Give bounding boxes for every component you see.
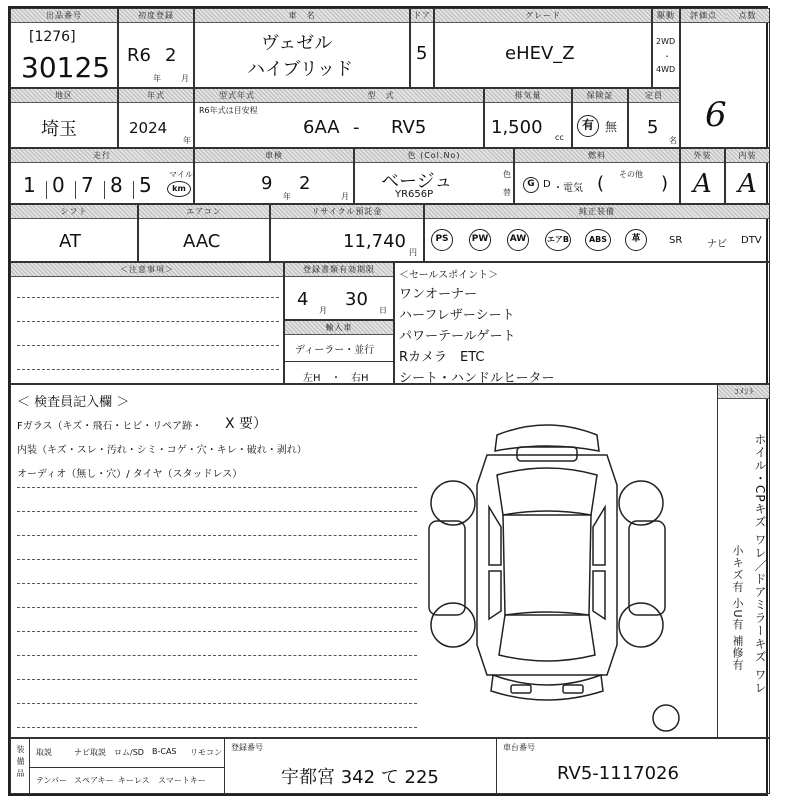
mileage-separator (133, 181, 134, 199)
fuel-other: その他 (619, 170, 643, 179)
fuel-diesel: D (543, 179, 551, 190)
sales-point-item: ワンオーナー (399, 287, 478, 302)
year-header: 年式 (119, 89, 193, 103)
year-value: 2024 (129, 119, 168, 137)
mileage-separator (46, 181, 47, 199)
lot-header: 出品番号 (11, 9, 117, 23)
inspection-month: 2 (299, 173, 311, 194)
inspector-line (17, 511, 417, 512)
acc-spare-key: スペアキー (74, 776, 114, 785)
inspector-line (17, 487, 417, 488)
car-name-line1: ヴェゼル (261, 33, 333, 54)
recycle-header: リサイクル預託金 (271, 205, 423, 219)
inspector-line (17, 703, 417, 704)
shift-header: シフト (11, 205, 137, 219)
drive-cell (652, 8, 680, 88)
shift-value: AT (59, 231, 81, 252)
import-header: 輸入車 (285, 321, 393, 335)
grade-cell (434, 8, 652, 88)
inspector-line (17, 679, 417, 680)
year-cell (118, 88, 194, 148)
inspector-title: ＜ 検査員記入欄 ＞ (17, 395, 130, 410)
mileage-separator (75, 181, 76, 199)
mileage-digit: 7 (81, 173, 94, 197)
mileage-header: 走行 (11, 149, 193, 163)
color-label-top: 色 (503, 170, 511, 179)
small-circle-mark (651, 703, 681, 733)
mileage-unit-miles: マイル (169, 170, 193, 179)
inspector-note-audio: オーディオ（無し・穴）/ タイヤ（スタッドレス） (17, 469, 243, 480)
sales-point-item: Rカメラ ETC (399, 350, 485, 365)
color-cell (354, 148, 514, 204)
doors-cell (410, 8, 434, 88)
equipment-sr: SR (669, 235, 683, 246)
dealer-parallel: ディーラー・並行 (295, 345, 375, 356)
region-header: 地区 (11, 89, 117, 103)
equipment-pw: PW (469, 229, 491, 251)
grade-header: グレード (435, 9, 651, 23)
car-diagram (427, 415, 667, 715)
notes-line (17, 297, 279, 298)
recycle-value: 11,740 (343, 231, 406, 252)
car-name-cell (194, 8, 410, 88)
equipment-dtv: DTV (741, 235, 762, 246)
exterior-cell (680, 148, 725, 204)
equipment-aw: AW (507, 229, 529, 251)
doors-value: 5 (416, 43, 428, 64)
lot-cell (10, 8, 118, 88)
sales-points-title: ＜セールスポイント＞ (399, 270, 499, 281)
interior-cell (725, 148, 770, 204)
mileage-unit-km: km (167, 181, 191, 197)
import-cell (284, 320, 394, 384)
model-prefix: 6AA (303, 117, 340, 138)
model-dash: - (353, 117, 360, 138)
acc-bcas: B-CAS (152, 747, 177, 756)
mileage-separator (104, 181, 105, 199)
year-unit: 年 (183, 136, 191, 145)
plate-cell (225, 739, 497, 794)
equipment-cell (424, 204, 770, 262)
fuel-header: 燃料 (515, 149, 679, 163)
capacity-cell (628, 88, 680, 148)
chassis-header: 車台番号 (503, 743, 535, 752)
mileage-digit: 1 (23, 173, 36, 197)
model-year-header: 型式年式 (195, 89, 279, 103)
inspection-month-unit: 月 (341, 192, 349, 201)
deadline-day-unit: 日 (379, 306, 387, 315)
inspector-line (17, 559, 417, 560)
grade-value: eHEV_Z (505, 43, 575, 64)
mileage-cell (10, 148, 194, 204)
equipment-leather: 革 (625, 229, 647, 251)
inspector-area (10, 384, 770, 738)
chassis-cell (497, 739, 770, 794)
acc-navi-manual: ナビ取説 (74, 748, 106, 757)
evaluation-header: 評価点 (681, 9, 726, 23)
fuel-electric: ・電気 (553, 183, 583, 194)
car-name-line2: ハイブリッド (247, 59, 354, 80)
sales-point-item: ハーフレザーシート (399, 308, 515, 323)
shift-cell (10, 204, 138, 262)
inspector-note-interior: 内装（キズ・スレ・汚れ・シミ・コゲ・穴・キレ・破れ・剥れ） (17, 445, 307, 456)
first-reg-tsuki: 月 (181, 74, 189, 83)
acc-remote: リモコン (190, 748, 222, 757)
drive-4wd: 4WD (656, 65, 676, 74)
interior-header: 内装 (726, 149, 769, 163)
accessories-label: 装備品 (16, 745, 25, 781)
comment-text-col1: ホイル・CPキズ ワレ／ドアミラーキズ ワレ (753, 433, 767, 695)
exterior-header: 外装 (681, 149, 724, 163)
auction-sheet (8, 6, 768, 796)
notes-line (17, 369, 279, 370)
model-code: RV5 (391, 117, 427, 138)
accessories-grid (29, 739, 225, 794)
inspector-line (17, 607, 417, 608)
notes-header: ＜注意事項＞ (11, 263, 283, 277)
plate-number: 宇都宮 342 て 225 (281, 767, 439, 788)
plate-header: 登録番号 (231, 743, 263, 752)
equipment-navi: ナビ (707, 239, 727, 250)
model-cell (194, 88, 484, 148)
inspector-note-glass-mark: X 要） (225, 416, 268, 432)
points-header: 点数 (726, 9, 769, 23)
equipment-airbag: エアB (545, 229, 571, 251)
deadline-month-unit: 月 (319, 306, 327, 315)
aircon-value: AAC (183, 231, 221, 252)
comment-box (717, 385, 770, 738)
sales-points-cell (394, 262, 770, 384)
capacity-unit: 名 (669, 136, 677, 145)
doors-header: ドア (411, 9, 433, 23)
region-cell (10, 88, 118, 148)
import-divider (285, 361, 393, 362)
displacement-unit: cc (555, 133, 564, 142)
deadline-header: 登録書類有効期限 (285, 263, 393, 277)
first-reg-header: 初度登録 (119, 9, 193, 23)
lot-bracket: [1276] (29, 29, 76, 45)
notes-line (17, 321, 279, 322)
vehicle-inspection-cell (194, 148, 354, 204)
fuel-cell (514, 148, 680, 204)
mileage-digit: 8 (110, 173, 123, 197)
acc-rom-sd: ロム/SD (114, 748, 144, 757)
inspector-line (17, 583, 417, 584)
color-code: YR656P (395, 189, 434, 200)
equipment-abs: ABS (585, 229, 611, 251)
evaluation-cell (680, 8, 770, 148)
inspector-note-glass: Fガラス（キズ・飛石・ヒビ・リペア跡・ (17, 421, 203, 432)
lot-number: 30125 (21, 51, 111, 84)
first-reg-month: 2 (165, 45, 177, 66)
mileage-digit: 0 (52, 173, 65, 197)
inspector-line (17, 655, 417, 656)
capacity-header: 定員 (629, 89, 679, 103)
mileage-digit: 5 (139, 173, 152, 197)
acc-temper: テンパー (36, 776, 68, 785)
displacement-value: 1,500 (491, 117, 543, 138)
notes-cell (10, 262, 284, 384)
displacement-header: 排気量 (485, 89, 571, 103)
inspection-year: 9 (261, 173, 273, 194)
exterior-grade: A (693, 169, 712, 199)
inspector-line (17, 535, 417, 536)
year-note: R6年式は目安程 (199, 106, 258, 115)
equipment-ps: PS (431, 229, 453, 251)
vehicle-inspection-header: 車検 (195, 149, 353, 163)
drive-2wd: 2WD (656, 37, 676, 46)
inspection-record-yes: 有 (577, 115, 599, 137)
inspection-record-no: 無 (605, 120, 618, 134)
deadline-cell (284, 262, 394, 320)
deadline-day: 30 (345, 289, 368, 310)
drive-header: 駆動 (653, 9, 679, 23)
comment-header: ｺﾒﾝﾄ (718, 385, 770, 399)
equipment-header: 純正装備 (425, 205, 769, 219)
fuel-paren-close: ) (661, 173, 669, 194)
type-header: 型 式 (279, 89, 483, 103)
recycle-cell (270, 204, 424, 262)
chassis-number: RV5-1117026 (557, 763, 679, 784)
comment-text-col2: 小キズ有 小U有 補修有 (731, 545, 744, 672)
acc-smart-key: スマートキー (158, 776, 206, 785)
inspector-line (17, 727, 417, 728)
color-name: ベージュ (381, 171, 453, 192)
fuel-paren-open: ( (597, 173, 605, 194)
inspection-record-cell (572, 88, 628, 148)
handle-left: 左H (303, 373, 321, 384)
inspection-year-unit: 年 (283, 192, 291, 201)
color-label-bottom: 替 (503, 188, 511, 197)
bottom-row (10, 738, 770, 794)
car-name-header: 車 名 (195, 9, 409, 23)
color-header: 色 (Col.No) (355, 149, 513, 163)
sales-point-item: シート・ハンドルヒーター (399, 371, 555, 384)
handle-right: 右H (351, 373, 369, 384)
acc-keyless: キーレス (118, 776, 150, 785)
accessories-divider (30, 767, 224, 768)
inspector-line (17, 631, 417, 632)
interior-grade: A (738, 169, 757, 199)
first-reg-nen: 年 (153, 74, 161, 83)
notes-line (17, 345, 279, 346)
recycle-unit: 円 (409, 248, 417, 257)
fuel-gasoline: G (523, 177, 539, 193)
aircon-cell (138, 204, 270, 262)
aircon-header: エアコン (139, 205, 269, 219)
first-registration-cell (118, 8, 194, 88)
drive-sep: ・ (663, 52, 671, 61)
displacement-cell (484, 88, 572, 148)
acc-manual: 取説 (36, 748, 52, 757)
inspection-record-header: 保険証 (573, 89, 627, 103)
deadline-month: 4 (297, 289, 309, 310)
evaluation-score: 6 (705, 95, 727, 135)
sales-point-item: パワーテールゲート (399, 329, 516, 344)
handle-sep: ・ (331, 373, 341, 384)
region-value: 埼玉 (41, 119, 77, 140)
capacity-value: 5 (647, 117, 659, 138)
first-reg-era: R6 (127, 45, 151, 66)
